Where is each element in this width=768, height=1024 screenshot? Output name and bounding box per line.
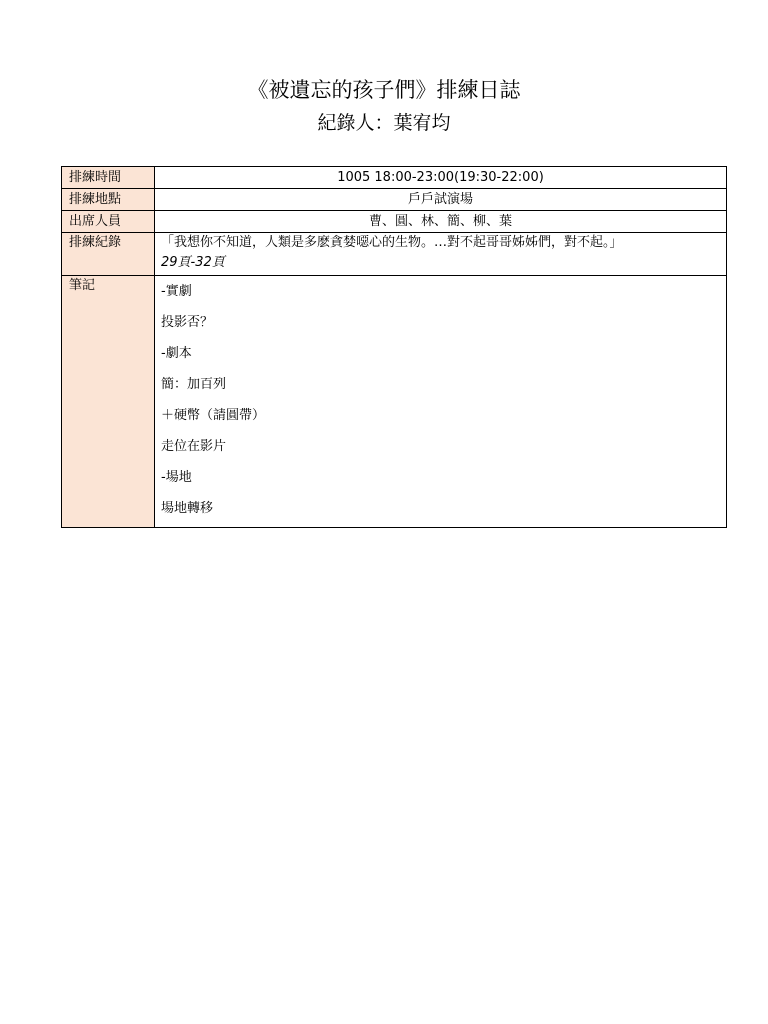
notes-list bbox=[161, 276, 720, 519]
list-item: -場地 bbox=[161, 470, 192, 485]
attendees-label: 出席人員 bbox=[62, 211, 155, 233]
place-value: 戶戶試演場 bbox=[155, 189, 727, 211]
list-item: 簡：加百列 bbox=[161, 377, 227, 392]
list-item: ＋硬幣（請圓帶） bbox=[161, 408, 266, 423]
table-row-log bbox=[62, 233, 727, 276]
table-row-attendees bbox=[62, 211, 727, 233]
table-row-notes bbox=[62, 276, 727, 528]
list-item: 投影否？ bbox=[161, 315, 214, 330]
table-row-place bbox=[62, 189, 727, 211]
list-item: 場地轉移 bbox=[161, 501, 214, 516]
recorder-line: 紀錄人：葉宥均 bbox=[317, 112, 451, 134]
log-quote: 「我想你不知道，人類是多麽貪婪噁心的生物。…對不起哥哥姊姊們，對不起。」 bbox=[161, 235, 623, 250]
notes-label: 筆記 bbox=[62, 276, 155, 528]
log-label: 排練紀錄 bbox=[62, 233, 155, 276]
document-title: 《被遺忘的孩子們》排練日誌 bbox=[247, 78, 521, 102]
log-value bbox=[155, 233, 727, 276]
list-item: -實劇 bbox=[161, 284, 192, 299]
list-item: -劇本 bbox=[161, 346, 192, 361]
place-label: 排練地點 bbox=[62, 189, 155, 211]
time-value: 1005 18:00-23:00(19:30-22:00) bbox=[155, 167, 727, 189]
time-label: 排練時間 bbox=[62, 167, 155, 189]
log-pages: 29頁-32頁 bbox=[161, 255, 225, 270]
list-item: 走位在影片 bbox=[161, 439, 227, 454]
attendees-value: 曹、圓、林、簡、柳、葉 bbox=[155, 211, 727, 233]
notes-value bbox=[155, 276, 727, 528]
table-row-time bbox=[62, 167, 727, 189]
rehearsal-log-table bbox=[61, 166, 727, 528]
